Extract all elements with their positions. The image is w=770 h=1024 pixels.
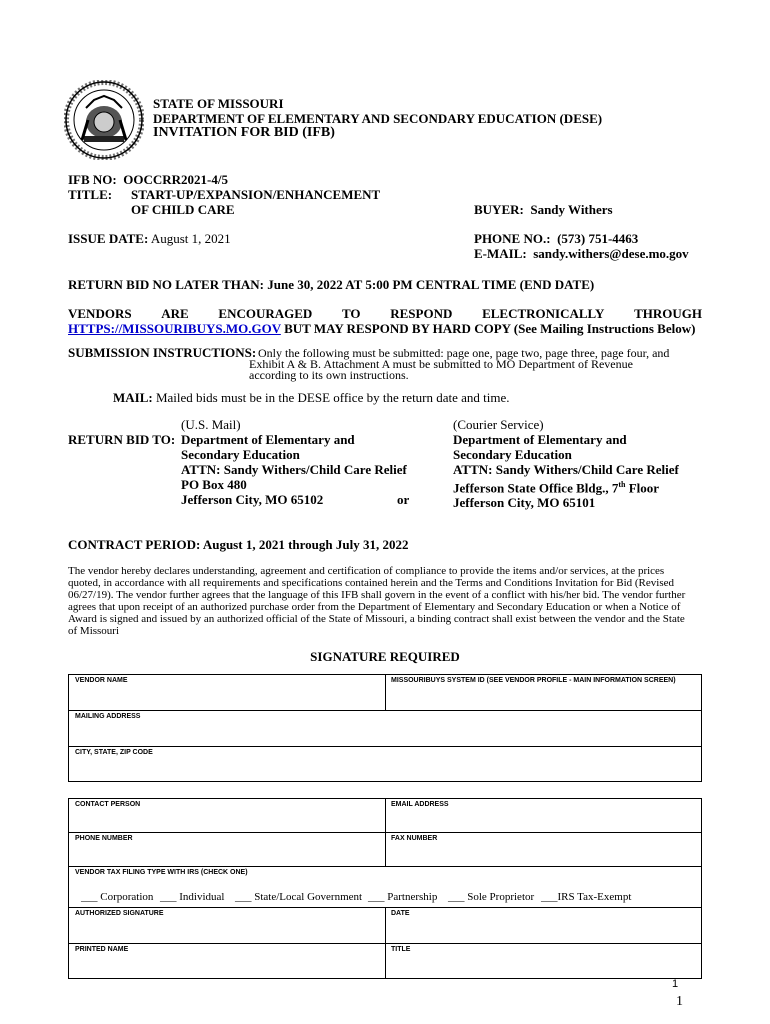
page-number: 1	[676, 994, 683, 1009]
phone-number-label: PHONE NUMBER	[75, 835, 133, 842]
missouribuys-link[interactable]: HTTPS://MISSOURIBUYS.MO.GOV	[68, 321, 281, 336]
title-label: TITLE:	[68, 187, 113, 202]
courier-address: (Courier Service) Department of Elementary and Secondary Education ATTN: Sandy Withers/Child Care Relief Jefferson State Office Bldg., 7th Floor Jefferson City, MO 65101	[453, 417, 679, 511]
vendors-line: VENDORS ARE ENCOURAGED TO RESPOND ELECTRONICALLY THROUGH	[68, 306, 702, 321]
title-line1: START-UP/EXPANSION/ENHANCEMENT	[131, 187, 381, 202]
city-state-zip-label: CITY, STATE, ZIP CODE	[75, 749, 153, 756]
system-id-label: MISSOURIBUYS SYSTEM ID (SEE VENDOR PROFILE - MAIN INFORMATION SCREEN)	[391, 677, 676, 684]
tax-option-corporation[interactable]: ___ Corporation	[81, 891, 154, 903]
email-address-label: EMAIL ADDRESS	[391, 801, 449, 808]
vendor-name-label: VENDOR NAME	[75, 677, 128, 684]
mail-instructions: MAIL: Mailed bids must be in the DESE office by the return date and time.	[113, 390, 510, 405]
issue-date: ISSUE DATE: August 1, 2021	[68, 231, 231, 246]
tax-filing-label: VENDOR TAX FILING TYPE WITH IRS (CHECK ONE)	[75, 869, 248, 876]
header-state: STATE OF MISSOURI	[153, 96, 284, 111]
contact-person-label: CONTACT PERSON	[75, 801, 141, 808]
authorized-signature-label: AUTHORIZED SIGNATURE	[75, 910, 164, 917]
submission-line1: Only the following must be submitted: page one, page two, page three, page four, and	[258, 346, 670, 360]
tax-option-individual[interactable]: ___ Individual	[160, 891, 225, 903]
tax-option-sole-proprietor[interactable]: ___ Sole Proprietor	[448, 891, 535, 903]
or-label: or	[397, 492, 410, 507]
submission-line2: Exhibit A & B. Attachment A must be submitted to MO Department of Revenue	[249, 357, 633, 371]
mailing-address-row[interactable]	[68, 710, 702, 746]
vendor-name-row	[68, 674, 702, 710]
vendors-line2: HTTPS://MISSOURIBUYS.MO.GOV BUT MAY RESPOND BY HARD COPY (See Mailing Instructions Below)	[68, 321, 696, 336]
ifb-no: IFB NO: OOCCRR2021-4/5	[68, 172, 228, 187]
declaration: The vendor hereby declares understanding, agreement and certification of compliance to provide the items and/or services, at the prices quoted, in accordance with all requirements and specifications contained herein and the Terms and Conditions Invitation for Bid (Revised 06/27/19). The vendor further agrees that the language of this IFB shall govern in the event of a conflict with his/her bid. The vendor further agrees that upon receipt of an authorized purchase order from the Department of Elementary and Secondary Education or when a Notice of Award is signed and issued by an authorized official of the State of Missouri, a binding contract shall exist between the vendor and the State of Missouri	[68, 565, 686, 637]
submission-label: SUBMISSION INSTRUCTIONS:	[68, 345, 257, 360]
tax-option-government[interactable]: ___ State/Local Government	[235, 891, 363, 903]
signature-row	[68, 907, 702, 943]
contact-row	[68, 798, 702, 832]
header-ifb: INVITATION FOR BID (IFB)	[153, 125, 335, 140]
mailing-address-label: MAILING ADDRESS	[75, 713, 141, 720]
title-label-field: TITLE	[391, 946, 411, 953]
phone: PHONE NO.: (573) 751-4463	[474, 231, 639, 246]
state-seal-icon	[64, 80, 144, 160]
phone-fax-row	[68, 832, 702, 866]
usmail-address: (U.S. Mail) Department of Elementary and Secondary Education ATTN: Sandy Withers/Child Care Relief PO Box 480 Jefferson City, MO 65102	[181, 417, 407, 507]
fax-number-label: FAX NUMBER	[391, 835, 438, 842]
printed-name-row	[68, 943, 702, 979]
printed-name-label: PRINTED NAME	[75, 946, 129, 953]
title-line2: OF CHILD CARE	[131, 202, 235, 217]
city-state-zip-row[interactable]	[68, 746, 702, 782]
buyer: BUYER: Sandy Withers	[474, 202, 613, 217]
header-department: DEPARTMENT OF ELEMENTARY AND SECONDARY EDUCATION (DESE)	[153, 111, 603, 126]
return-bid-label: RETURN BID TO:	[68, 432, 176, 447]
page-number-small: 1	[672, 978, 679, 990]
submission-line3: according to its own instructions.	[249, 368, 409, 382]
tax-filing-row	[68, 866, 702, 907]
signature-required: SIGNATURE REQUIRED	[310, 649, 460, 664]
email: E-MAIL: sandy.withers@dese.mo.gov	[474, 246, 689, 261]
tax-option-irs-exempt[interactable]: ___IRS Tax-Exempt	[541, 891, 632, 903]
date-label: DATE	[391, 910, 410, 917]
return-deadline: RETURN BID NO LATER THAN: June 30, 2022 AT 5:00 PM CENTRAL TIME (END DATE)	[68, 277, 595, 292]
tax-option-partnership[interactable]: ___ Partnership	[368, 891, 438, 903]
contract-period: CONTRACT PERIOD: August 1, 2021 through July 31, 2022	[68, 537, 409, 552]
